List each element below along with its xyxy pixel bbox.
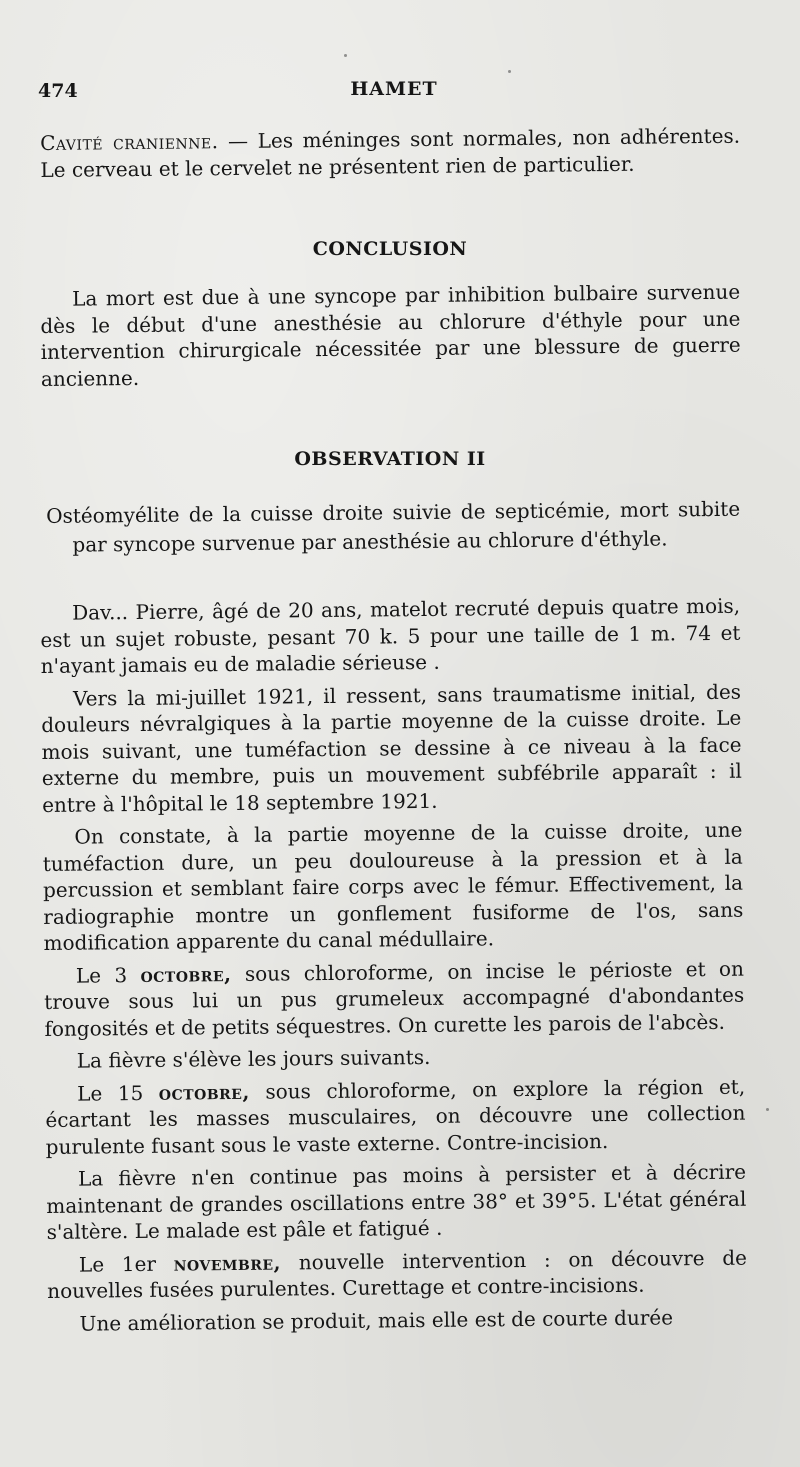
observation-subtitle-block <box>40 495 741 560</box>
cavite-label: Cavité cranienne. <box>40 129 219 155</box>
p8-month: novembre, <box>173 1250 282 1276</box>
observation-paragraph-6 <box>45 1073 746 1160</box>
observation-paragraph-7: La fièvre n'en continue pas moins à persister et à décrire maintenant de grandes oscillations entre 38° et 39°5. L'état général s'altère. Le malade est pâle et fatigué . <box>46 1159 747 1244</box>
observation-paragraph-4 <box>44 955 745 1042</box>
observation-paragraph-2: Vers la mi-juillet 1921, il ressent, sans traumatisme initial, des douleurs névralgiques à la partie moyenne de la cuisse droite. Le mois suivant, une tuméfaction se dessine à ce niveau à la face externe du membre, puis un mouvement subfébrile apparaît : il entre à l'hôpital le 18 septembre 1921. <box>41 679 742 817</box>
p6-month: octobre, <box>158 1079 251 1105</box>
observation-paragraph-8 <box>47 1244 748 1304</box>
conclusion-text: La mort est due à une syncope par inhibition bulbaire survenue dès le début d'une anesthésie au chlorure d'éthyle pour une intervention chirurgicale nécessitée par une blessure de guerre ancienne. <box>40 279 741 391</box>
observation-paragraph-3: On constate, à la partie moyenne de la cuisse droite, une tuméfaction dure, un peu douloureuse à la pression et à la percussion et semblant faire corps avec le fémur. Effectivement, la radiographie montre un gonflement fusiforme de l'os, sans modification apparente du canal médullaire. <box>42 817 744 955</box>
p4-rest: sous chloroforme, on incise le périoste et on trouve sous lui un pus grumeleux accompagné d'abondantes fongosités et de petits séquestres. On curette les parois de l'abcès. <box>44 956 745 1041</box>
page-number: 474 <box>38 80 78 102</box>
print-speck <box>344 54 347 57</box>
observation-paragraph-5: La fièvre s'élève les jours suivants. <box>76 1044 431 1073</box>
print-speck <box>508 70 511 73</box>
p4-month: octobre, <box>140 961 232 987</box>
running-title: HAMET <box>350 78 438 100</box>
observation-paragraph-9: Une amélioration se produit, mais elle est de courte durée <box>79 1304 674 1336</box>
running-head <box>38 78 750 106</box>
conclusion-heading: CONCLUSION <box>312 238 468 260</box>
observation-paragraph-1: Dav... Pierre, âgé de 20 ans, matelot recruté depuis quatre mois, est un sujet robuste, pesant 70 k. 5 pour une taille de 1 m. 74 et n'ayant jamais eu de maladie sérieuse . <box>40 593 741 678</box>
observation-subtitle: Ostéomyélite de la cuisse droite suivie de septicémie, mort subite par syncope survenue par anesthésie au chlorure d'éthyle. <box>46 496 741 557</box>
cavite-text: — Les méninges sont normales, non adhérentes. Le cerveau et le cervelet ne présentent rien de particulier. <box>40 123 741 182</box>
observation-heading: OBSERVATION II <box>294 448 486 470</box>
p6-start: Le 15 <box>77 1080 159 1106</box>
conclusion-paragraph <box>40 279 741 392</box>
p8-start: Le 1er <box>78 1251 174 1277</box>
p6-rest: sous chloroforme, on explore la région et, écartant les masses musculaires, on découvre une collection purulente fusant sous le vaste externe. Contre-incision. <box>45 1074 746 1159</box>
observation-body <box>40 593 748 1337</box>
cavite-paragraph <box>40 123 741 183</box>
p8-rest: nouvelle intervention : on découvre de nouvelles fusées purulentes. Curettage et contre-incisions. <box>47 1245 748 1303</box>
print-speck <box>766 1108 769 1111</box>
p4-start: Le 3 <box>75 962 141 988</box>
